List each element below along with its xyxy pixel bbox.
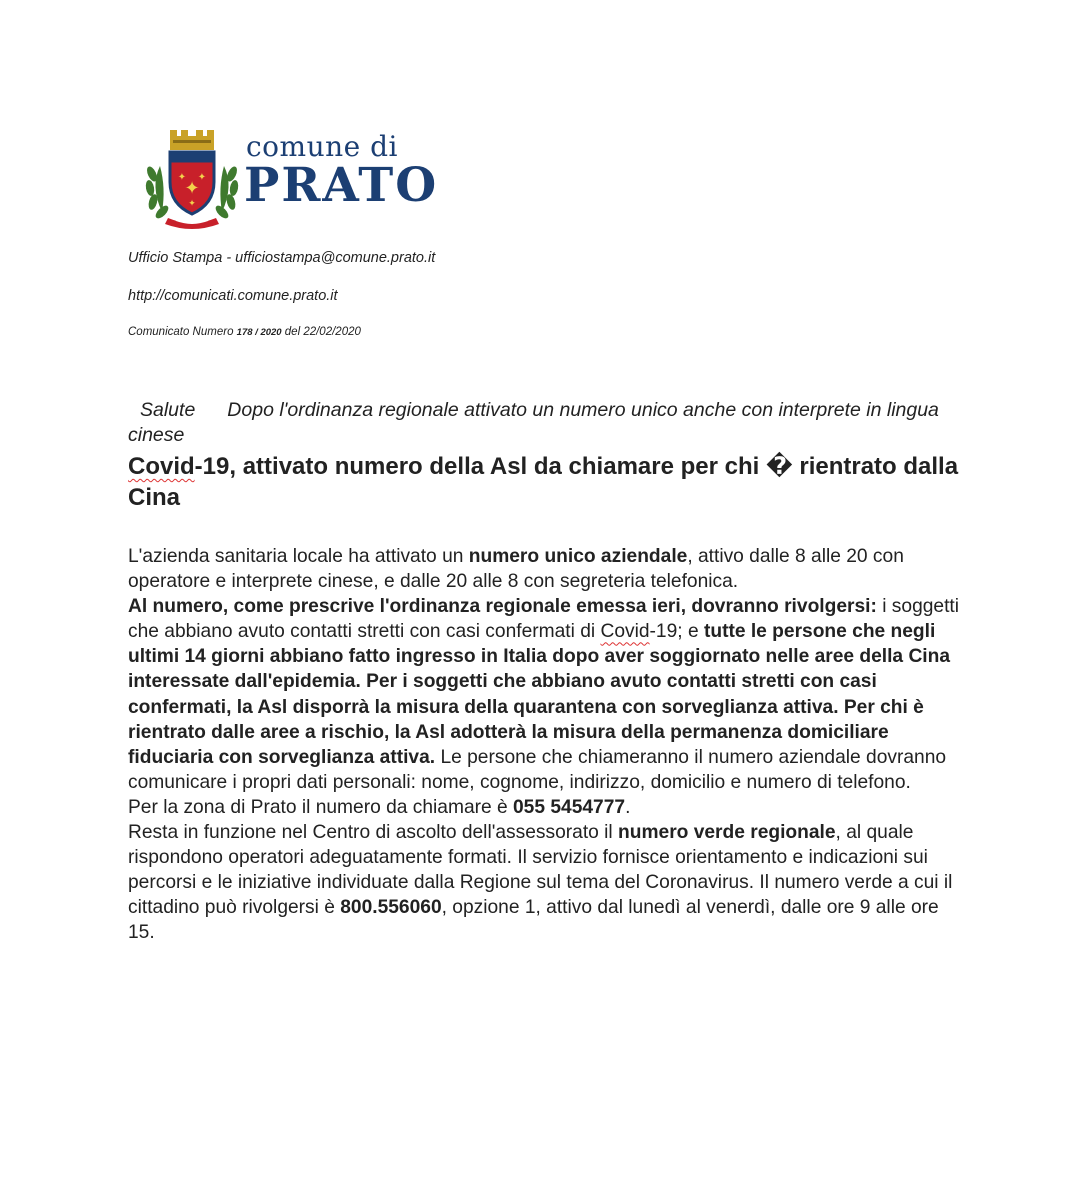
- p2-bold-2: tutte le persone che negli ultimi 14 giorni abbiano fatto ingresso in Italia dopo aver soggiornato nelle aree della Cina interessate dall'epidemia. Per i soggetti che abbiano avuto contatti stretti con casi confermati, la Asl disporrà la misura della quarantena con sorveglianza attiva. Per chi è rientrato dalle aree a rischio, la Asl adotterà la misura della permanenza domiciliare fiduciaria con sorveglianza attiva.: [128, 621, 951, 768]
- p4-bold: numero verde regionale: [618, 822, 836, 844]
- release-number: 178 / 2020: [236, 327, 282, 338]
- press-office-contact: Ufficio Stampa - ufficiostampa@comune.prato.it: [128, 250, 436, 266]
- p4-text-b: , al quale rispondono operatori adeguatamente formati. Il servizio fornisce orientamento e indicazioni sui percorsi e le iniziative individuate dalla Regione sul tema del Coronavirus. Il numero verde a cui il cittadino può rivolgersi è: [128, 822, 953, 919]
- p3-text-a: Per la zona di Prato il numero da chiamare è: [128, 796, 514, 818]
- release-info: [128, 326, 361, 338]
- p4-text-c: , opzione 1, attivo dal lunedì al venerdì, dalle ore 9 alle ore 15.: [128, 897, 939, 944]
- p2-bold: Al numero, come prescrive l'ordinanza regionale emessa ieri, dovranno rivolgersi:: [128, 596, 877, 618]
- paragraph-1: [128, 544, 968, 594]
- p4-text-a: Resta in funzione nel Centro di ascolto dell'assessorato il: [128, 822, 619, 844]
- title-rest: -19, attivato numero della Asl da chiamare per chi � rientrato dalla Cina: [128, 453, 959, 511]
- page-title: [128, 451, 968, 513]
- press-releases-url: http://comunicati.comune.prato.it: [128, 288, 338, 304]
- city-coat-of-arms-icon: [142, 128, 242, 230]
- p2-text-b: -19; e: [649, 621, 704, 643]
- p2-text-c: Le persone che chiameranno il numero aziendale dovranno comunicare i propri dati personali: nome, cognome, indirizzo, domicilio e numero di telefono.: [128, 746, 947, 793]
- p1-text-a: L'azienda sanitaria locale ha attivato un: [128, 546, 469, 567]
- release-prefix: Comunicato Numero: [128, 326, 234, 338]
- svg-text:✦: ✦: [177, 172, 187, 183]
- logo-text-comune-di: comune di: [246, 130, 399, 163]
- logo-text-prato: PRATO: [244, 158, 439, 213]
- svg-text:✦: ✦: [197, 172, 207, 183]
- p3-text-b: .: [625, 796, 631, 818]
- title-covid-word: Covid: [128, 453, 195, 480]
- category-label: Salute: [140, 399, 196, 421]
- paragraph-2: [128, 594, 968, 795]
- subtitle: [128, 398, 968, 448]
- subtitle-text: Dopo l'ordinanza regionale attivato un numero unico anche con interprete in lingua cinese: [128, 399, 939, 446]
- p1-text-b: , attivo dalle 8 alle 20 con operatore e interprete cinese, e dalle 20 alle 8 con segreteria telefonica.: [128, 546, 904, 593]
- p2-text-a: i soggetti che abbiano avuto contatti stretti con casi confermati di: [128, 596, 960, 643]
- comune-di-prato-logo: [142, 128, 472, 230]
- p2-covid-word: Covid: [600, 621, 650, 643]
- toll-free-number: 800.556060: [340, 897, 442, 919]
- svg-text:✦: ✦: [188, 199, 196, 209]
- p1-bold: numero unico aziendale: [468, 546, 688, 567]
- article-body: [128, 544, 968, 946]
- svg-text:✦: ✦: [184, 178, 200, 199]
- release-date: del 22/02/2020: [284, 326, 361, 338]
- paragraph-4: [128, 820, 968, 945]
- phone-number-prato: 055 5454777: [513, 796, 626, 818]
- paragraph-3: [128, 795, 968, 820]
